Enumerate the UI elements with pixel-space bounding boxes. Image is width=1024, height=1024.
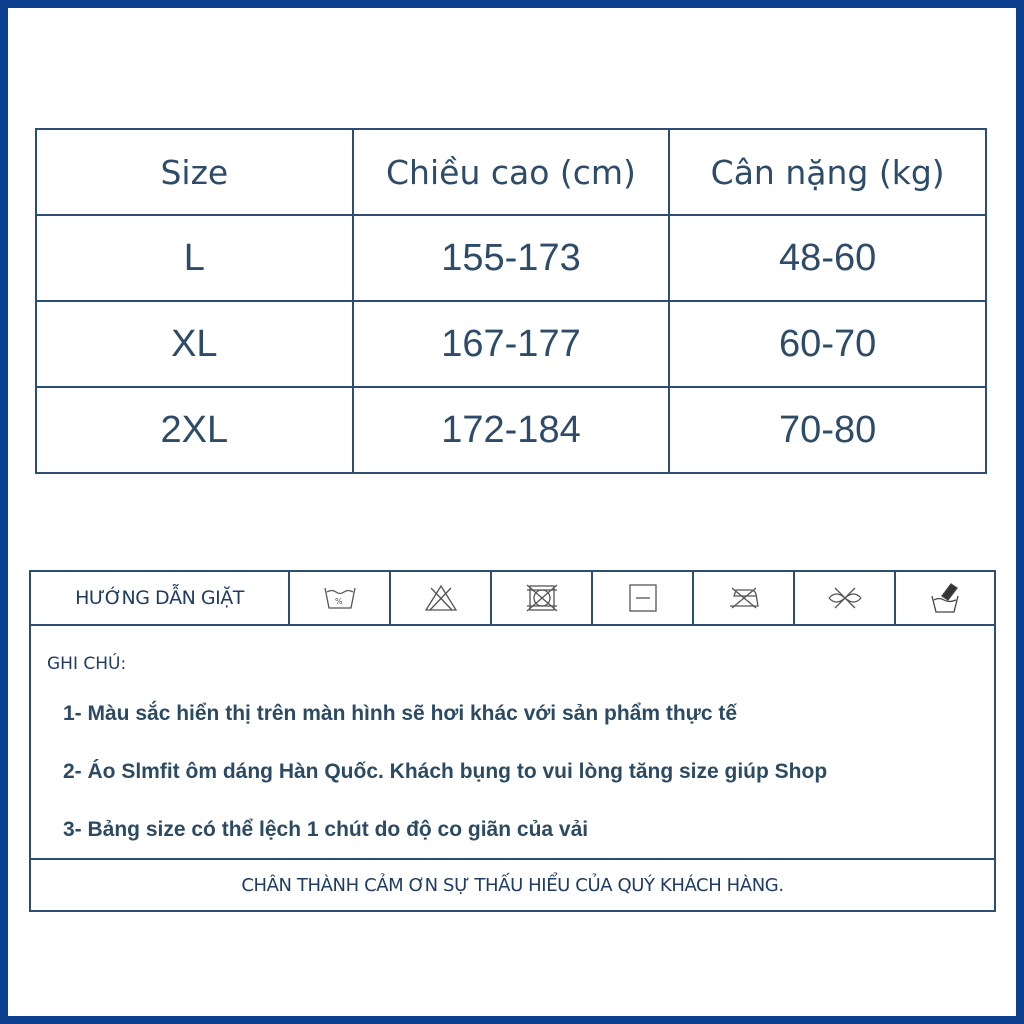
table-row [36, 387, 986, 473]
cell-height: 167-177 [353, 301, 670, 387]
table-row [36, 215, 986, 301]
wash-guide-box [29, 570, 996, 912]
wash-guide-header [31, 572, 994, 626]
note-item: 1- Màu sắc hiển thị trên màn hình sẽ hơi khác với sản phẩm thực tế [63, 702, 738, 725]
wash-30-icon [290, 572, 391, 624]
cell-weight: 70-80 [669, 387, 986, 473]
notes-title: GHI CHÚ: [47, 654, 127, 674]
table-header-row [36, 129, 986, 215]
cell-size: L [36, 215, 353, 301]
note-item: 2- Áo Slmfit ôm dáng Hàn Quốc. Khách bụng to vui lòng tăng size giúp Shop [63, 760, 828, 783]
header-height: Chiều cao (cm) [353, 129, 670, 215]
svg-text:%: % [334, 597, 343, 606]
header-weight: Cân nặng (kg) [669, 129, 986, 215]
cell-height: 155-173 [353, 215, 670, 301]
iron-low-icon [694, 572, 795, 624]
cell-size: 2XL [36, 387, 353, 473]
header-size: Size [36, 129, 353, 215]
note-item: 3- Bảng size có thể lệch 1 chút do độ co giãn của vải [63, 818, 589, 841]
cell-weight: 48-60 [669, 215, 986, 301]
cell-size: XL [36, 301, 353, 387]
hand-wash-icon [896, 572, 994, 624]
thank-you-footer: CHÂN THÀNH CẢM ƠN SỰ THẤU HIỂU CỦA QUÝ KHÁCH HÀNG. [31, 858, 994, 910]
no-tumble-dry-icon [492, 572, 593, 624]
size-table [35, 128, 987, 474]
no-wring-icon [795, 572, 896, 624]
dry-flat-icon [593, 572, 694, 624]
no-bleach-icon [391, 572, 492, 624]
wash-guide-title: HƯỚNG DẪN GIẶT [31, 572, 290, 624]
table-row [36, 301, 986, 387]
cell-weight: 60-70 [669, 301, 986, 387]
cell-height: 172-184 [353, 387, 670, 473]
